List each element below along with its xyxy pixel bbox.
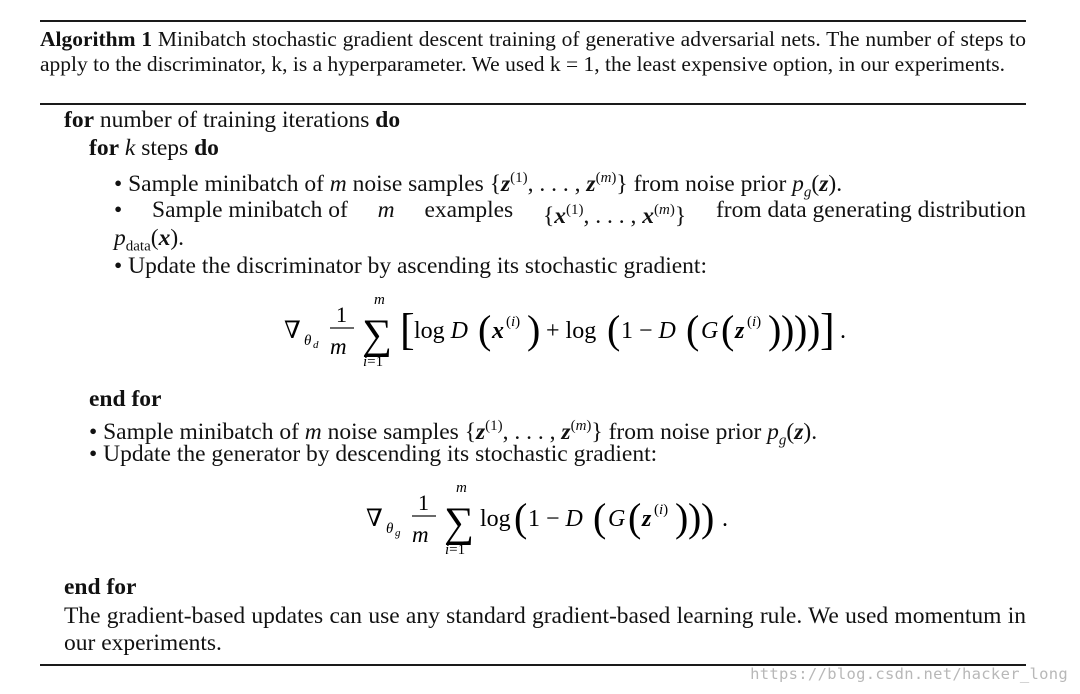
top-rule-thick bbox=[40, 20, 1026, 22]
svg-text:z: z bbox=[642, 506, 652, 532]
svg-text:(i): (i) bbox=[506, 314, 521, 330]
bullet-text-mid: noise samples bbox=[352, 170, 484, 197]
data-distribution: $p_{data}(x)$. bbox=[114, 225, 185, 255]
svg-text:): ) bbox=[701, 495, 715, 540]
bullet-dot: • bbox=[89, 418, 98, 445]
bullet-text-mid: noise samples bbox=[327, 418, 459, 445]
svg-text:): ) bbox=[688, 495, 702, 540]
svg-text:): ) bbox=[781, 307, 795, 352]
svg-text:1 − D: 1 − D bbox=[621, 318, 676, 344]
svg-text:1: 1 bbox=[336, 302, 347, 327]
do-keyword-inner: do bbox=[194, 135, 219, 161]
svg-text:): ) bbox=[794, 307, 808, 352]
noise-prior: $p_g(z)$. bbox=[767, 418, 818, 449]
svg-text:∑: ∑ bbox=[362, 312, 392, 358]
svg-text:d: d bbox=[313, 339, 319, 351]
discriminator-gradient-equation bbox=[280, 288, 880, 374]
caption-rule bbox=[40, 103, 1026, 105]
data-set: {$x^{(1)}$, . . . , $x^{(m)}$} bbox=[543, 202, 687, 229]
svg-text:θ: θ bbox=[386, 521, 394, 537]
noise-set: {$z^{(1)}$, . . . , $z^{(m)}$} bbox=[464, 418, 603, 445]
do-keyword: do bbox=[375, 107, 401, 133]
svg-text:(: ( bbox=[628, 495, 642, 540]
m-var: m bbox=[304, 418, 322, 445]
svg-text:i=1: i=1 bbox=[445, 542, 466, 558]
noise-prior: $p_g(z)$. bbox=[792, 170, 843, 201]
svg-text:1: 1 bbox=[418, 490, 429, 515]
algorithm-label: Algorithm 1 bbox=[40, 27, 153, 51]
svg-text:g: g bbox=[395, 527, 401, 539]
svg-text:[: [ bbox=[400, 305, 415, 354]
svg-text:): ) bbox=[768, 307, 782, 352]
svg-text:(: ( bbox=[593, 495, 607, 540]
svg-text:): ) bbox=[807, 307, 821, 352]
algorithm-caption bbox=[40, 27, 1026, 76]
svg-text:.: . bbox=[840, 318, 846, 344]
bullet-dot: • bbox=[114, 253, 123, 279]
svg-text:m: m bbox=[374, 292, 385, 308]
outer-loop-text: number of training iterations bbox=[99, 107, 370, 133]
bullet-text: Sample minibatch of bbox=[103, 418, 299, 445]
svg-text:G: G bbox=[701, 318, 719, 344]
svg-text:(i): (i) bbox=[654, 502, 669, 518]
bullet-dot: • bbox=[114, 170, 123, 197]
bullet-dot: • bbox=[114, 197, 123, 223]
noise-set: {$z^{(1)}$, . . . , $z^{(m)}$} bbox=[489, 170, 628, 197]
svg-text:]: ] bbox=[820, 305, 835, 354]
bullet-update-generator bbox=[89, 440, 657, 468]
svg-text:(i): (i) bbox=[747, 314, 762, 330]
svg-text:): ) bbox=[527, 307, 541, 352]
svg-text:log: log bbox=[480, 506, 511, 532]
svg-text:∇: ∇ bbox=[284, 318, 301, 344]
outer-loop-line bbox=[64, 106, 400, 134]
bullet-text: Update the generator by descending its stochastic gradient: bbox=[103, 441, 658, 467]
for-keyword-inner: for bbox=[89, 135, 120, 161]
inner-loop-line bbox=[89, 134, 219, 162]
svg-text:∇: ∇ bbox=[366, 506, 383, 532]
svg-text:(: ( bbox=[514, 495, 528, 540]
bullet-text: Sample minibatch of bbox=[128, 170, 324, 197]
svg-text:): ) bbox=[675, 495, 689, 540]
svg-text:m: m bbox=[412, 522, 429, 547]
bullet-text: Sample minibatch of bbox=[152, 197, 348, 223]
bullet-text-mid: examples bbox=[424, 197, 514, 223]
svg-text:z: z bbox=[735, 318, 745, 344]
m-var: m bbox=[377, 197, 395, 223]
svg-text:(: ( bbox=[686, 307, 700, 352]
bullet-data-samples bbox=[114, 196, 1026, 230]
svg-text:m: m bbox=[456, 480, 467, 496]
svg-text:x: x bbox=[492, 318, 504, 344]
svg-text:log D: log D bbox=[414, 318, 469, 344]
end-for-outer: end for bbox=[64, 574, 137, 600]
algorithm-caption-text: Minibatch stochastic gradient descent training of generative adversarial nets. The number of steps to apply to the discriminator, k, is a hyperparameter. We used k = 1, the least expensive option, in our experiments. bbox=[40, 27, 1026, 76]
inner-loop-var: k bbox=[124, 135, 136, 161]
inner-loop-text: steps bbox=[141, 135, 189, 161]
bullet-dot: • bbox=[89, 441, 98, 467]
svg-text:∑: ∑ bbox=[444, 500, 474, 546]
svg-text:.: . bbox=[722, 506, 728, 532]
watermark-url: https://blog.csdn.net/hacker_long bbox=[750, 665, 1068, 683]
bullet-text-tail: from noise prior bbox=[608, 418, 762, 445]
bullet-update-discriminator bbox=[114, 252, 707, 280]
svg-text:θ: θ bbox=[304, 333, 312, 349]
svg-text:m: m bbox=[330, 334, 347, 359]
svg-text:(: ( bbox=[721, 307, 735, 352]
svg-text:(: ( bbox=[607, 307, 621, 352]
svg-text:+ log: + log bbox=[546, 318, 597, 344]
bullet-text-tail: from noise prior bbox=[633, 170, 787, 197]
svg-text:i=1: i=1 bbox=[363, 354, 384, 370]
generator-gradient-equation bbox=[362, 476, 762, 562]
svg-text:G: G bbox=[608, 506, 626, 532]
m-var: m bbox=[329, 170, 347, 197]
end-for-inner: end for bbox=[89, 386, 162, 412]
svg-text:(: ( bbox=[478, 307, 492, 352]
bullet-text-tail: from data generating distribution bbox=[715, 197, 1026, 223]
for-keyword: for bbox=[64, 107, 95, 133]
bullet-text: Update the discriminator by ascending its stochastic gradient: bbox=[128, 253, 707, 279]
svg-text:1 − D: 1 − D bbox=[528, 506, 583, 532]
final-remark: The gradient-based updates can use any standard gradient-based learning rule. We used momentum in our experiments. bbox=[64, 603, 1026, 656]
